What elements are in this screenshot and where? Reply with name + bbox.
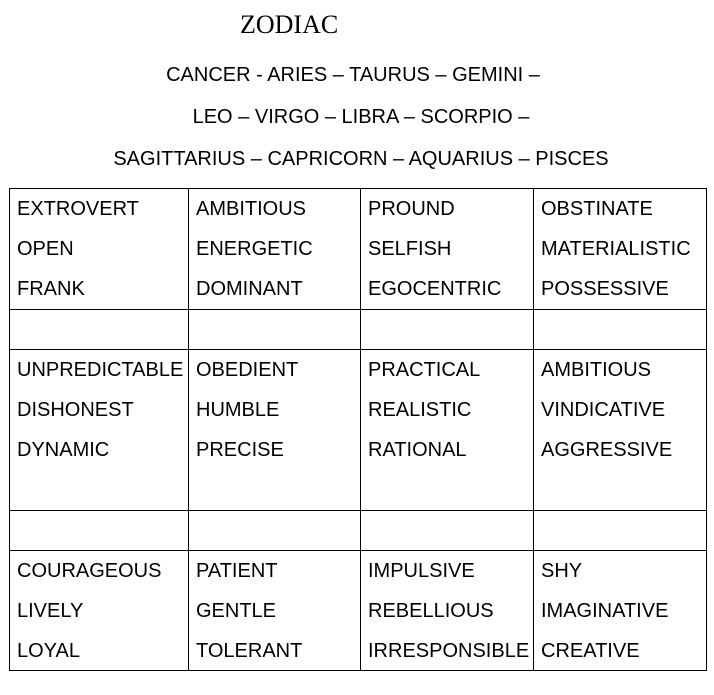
trait-label: RATIONAL xyxy=(368,439,467,461)
table-cell xyxy=(188,349,360,510)
empty-cell xyxy=(188,510,360,550)
table-row xyxy=(9,349,707,510)
table-cell xyxy=(360,349,533,510)
trait-label: AMBITIOUS xyxy=(196,198,307,220)
table-cell xyxy=(360,550,533,671)
trait-label: OPEN xyxy=(17,238,74,260)
page-title: ZODIAC xyxy=(240,10,339,39)
trait-label: PRACTICAL xyxy=(368,359,481,381)
trait-label: OBSTINATE xyxy=(541,198,653,220)
trait-label: VINDICATIVE xyxy=(541,399,666,421)
empty-cell xyxy=(360,510,533,550)
table-cell xyxy=(9,188,188,309)
empty-cell xyxy=(533,309,707,349)
table-cell xyxy=(533,188,707,309)
table-cell xyxy=(360,188,533,309)
table-cell xyxy=(9,349,188,510)
trait-label: REBELLIOUS xyxy=(368,600,494,622)
trait-label: COURAGEOUS xyxy=(17,560,162,582)
trait-label: LIVELY xyxy=(17,600,84,622)
zodiac-signs-line: LEO – VIRGO – LIBRA – SCORPIO – xyxy=(192,106,530,128)
trait-label: MATERIALISTIC xyxy=(541,238,691,260)
trait-label: IRRESPONSIBLE xyxy=(368,640,530,662)
trait-label: PROUND xyxy=(368,198,455,220)
table-cell xyxy=(188,550,360,671)
trait-label: TOLERANT xyxy=(196,640,303,662)
empty-cell xyxy=(188,309,360,349)
trait-label: EXTROVERT xyxy=(17,198,139,220)
trait-label: GENTLE xyxy=(196,600,277,622)
trait-label: OBEDIENT xyxy=(196,359,299,381)
trait-label: REALISTIC xyxy=(368,399,472,421)
trait-label: EGOCENTRIC xyxy=(368,278,502,300)
trait-label: PATIENT xyxy=(196,560,278,582)
trait-label: AMBITIOUS xyxy=(541,359,652,381)
trait-label: UNPREDICTABLE xyxy=(17,359,184,381)
trait-label: SHY xyxy=(541,560,583,582)
empty-cell xyxy=(9,309,188,349)
trait-label: DOMINANT xyxy=(196,278,303,300)
trait-label: HUMBLE xyxy=(196,399,280,421)
empty-cell xyxy=(533,510,707,550)
zodiac-signs-line: SAGITTARIUS – CAPRICORN – AQUARIUS – PISCES xyxy=(113,148,609,170)
table-spacer-row xyxy=(9,309,707,349)
zodiac-signs-line: CANCER - ARIES – TAURUS – GEMINI – xyxy=(166,64,540,86)
trait-label: CREATIVE xyxy=(541,640,640,662)
trait-label: SELFISH xyxy=(368,238,452,260)
traits-table xyxy=(9,188,707,671)
trait-label: LOYAL xyxy=(17,640,80,662)
trait-label: AGGRESSIVE xyxy=(541,439,673,461)
table-cell xyxy=(188,188,360,309)
trait-label: IMAGINATIVE xyxy=(541,600,669,622)
empty-cell xyxy=(9,510,188,550)
trait-label: FRANK xyxy=(17,278,85,300)
trait-label: DYNAMIC xyxy=(17,439,110,461)
table-spacer-row xyxy=(9,510,707,550)
table-cell xyxy=(533,349,707,510)
trait-label: IMPULSIVE xyxy=(368,560,475,582)
table-cell xyxy=(533,550,707,671)
table-row xyxy=(9,188,707,309)
trait-label: ENERGETIC xyxy=(196,238,313,260)
empty-cell xyxy=(360,309,533,349)
table-cell xyxy=(9,550,188,671)
table-row xyxy=(9,550,707,671)
trait-label: DISHONEST xyxy=(17,399,134,421)
trait-label: POSSESSIVE xyxy=(541,278,669,300)
trait-label: PRECISE xyxy=(196,439,284,461)
